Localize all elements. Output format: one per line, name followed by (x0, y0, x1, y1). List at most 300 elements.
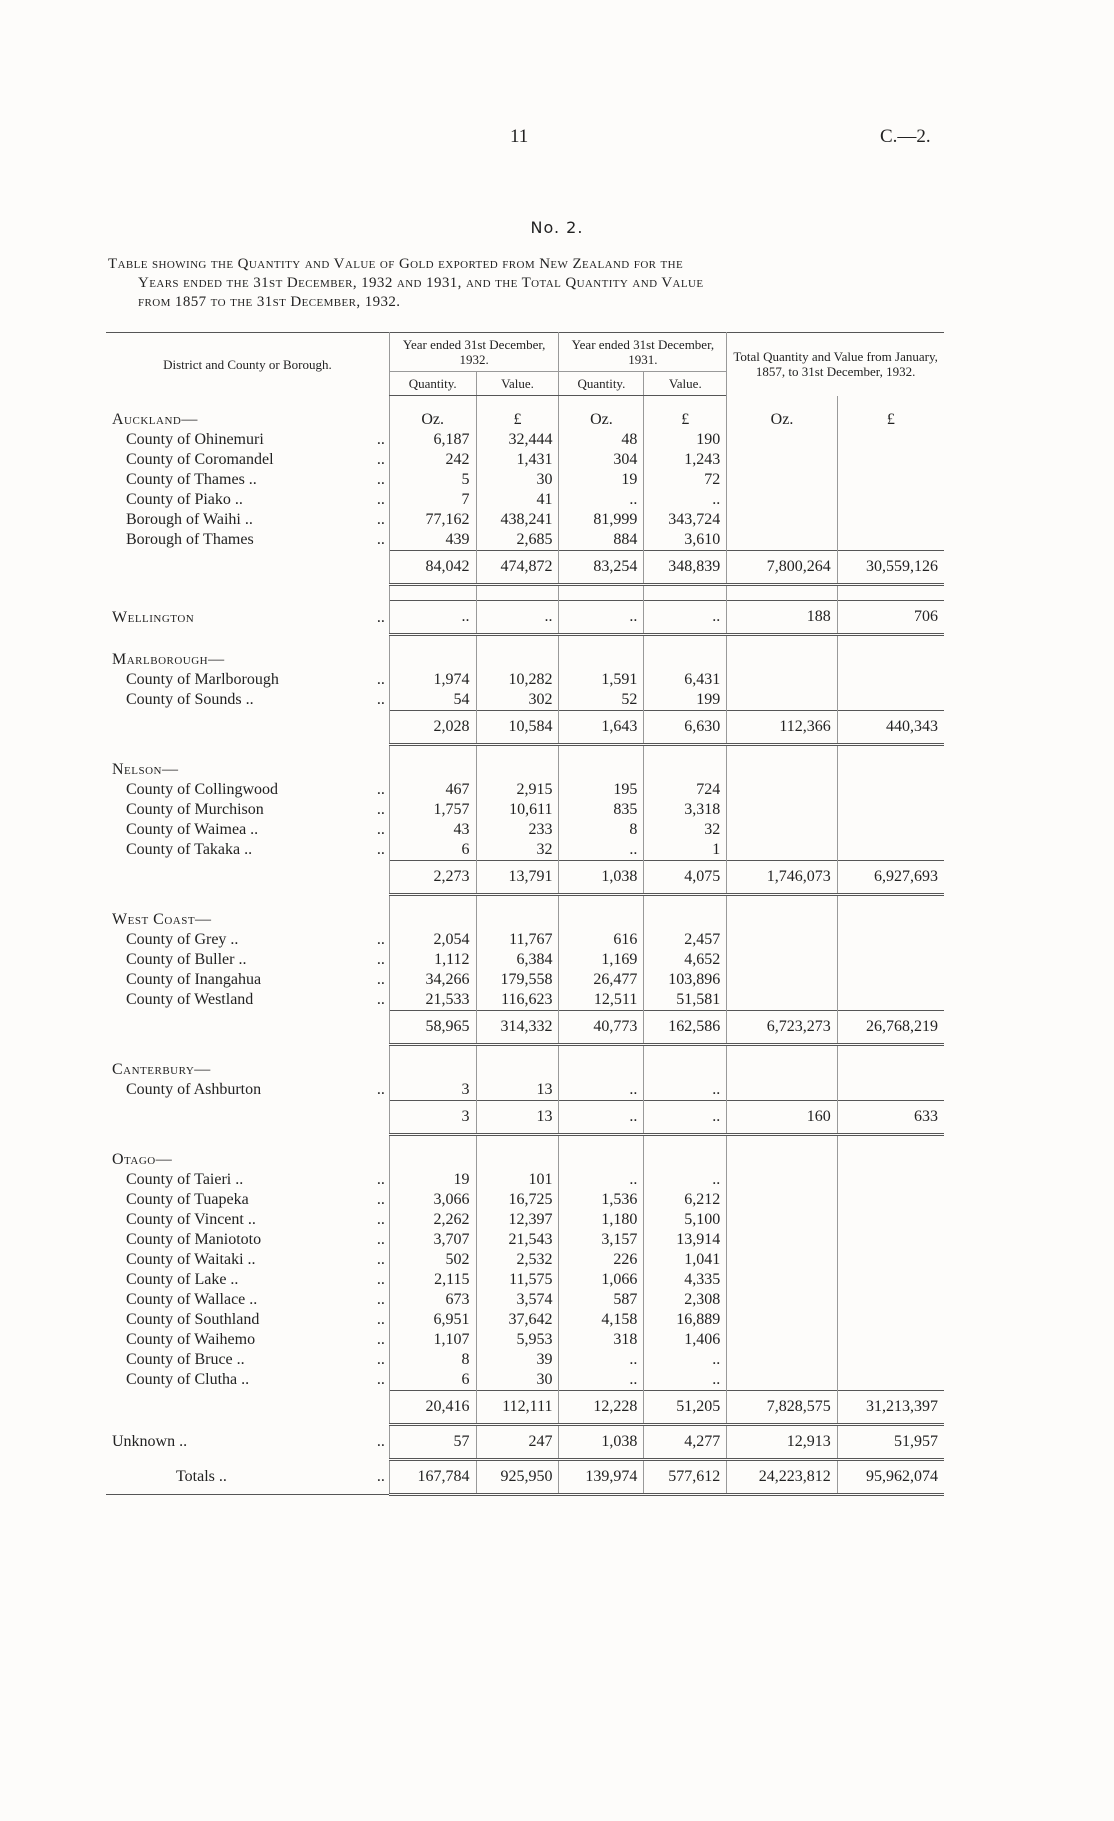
qty-1932: 21,533 (389, 990, 476, 1011)
qty-1931: 318 (559, 1330, 644, 1350)
total-qty: 12,913 (727, 1425, 838, 1460)
table-row (106, 470, 944, 490)
subtotal-row (106, 1391, 944, 1425)
qty-1932: 6,951 (389, 1310, 476, 1330)
table-row (106, 1370, 944, 1391)
value-1932: 233 (476, 820, 559, 840)
unit-label: £ (837, 410, 944, 430)
leader-dots: .. (376, 691, 385, 709)
district-name: County of Westland (126, 991, 254, 1009)
leader-dots: .. (376, 511, 385, 528)
table-row (106, 1170, 944, 1190)
region-header-row (106, 650, 944, 670)
qty-1932: 58,965 (389, 1011, 476, 1045)
leader-dots: .. (376, 1191, 385, 1208)
table-row (106, 820, 944, 840)
value-1931: 4,335 (644, 1270, 727, 1290)
qty-1932: 77,162 (389, 510, 476, 530)
value-1932: 247 (476, 1425, 559, 1460)
district-name: County of Tuapeka (126, 1191, 249, 1208)
qty-1931: .. (559, 1080, 644, 1101)
total-value: 51,957 (837, 1425, 944, 1460)
value-1931: .. (644, 1080, 727, 1101)
district-name: Borough of Waihi .. (126, 511, 253, 528)
qty-1931: 12,228 (559, 1391, 644, 1425)
leader-dots: .. (376, 1433, 385, 1450)
caption-line-1: Table showing the Quantity and Value of Gold exported from New Zealand for the (108, 256, 684, 272)
leader-dots: .. (376, 1081, 385, 1099)
qty-1932: 84,042 (389, 551, 476, 585)
value-1931: 32 (644, 820, 727, 840)
subtotal-row (106, 551, 944, 585)
region-header-row (106, 410, 944, 430)
gold-export-table (106, 332, 944, 1496)
value-1931: 2,308 (644, 1290, 727, 1310)
qty-1932: 2,054 (389, 930, 476, 950)
page-number: 11 (510, 126, 529, 147)
leader-dots: .. (376, 781, 385, 798)
total-header: Total Quantity and Value from January, 1857, to 31st December, 1932. (727, 333, 944, 396)
grand-total-row (106, 1460, 944, 1495)
qty-1932: 6 (389, 840, 476, 861)
value-1932: 112,111 (476, 1391, 559, 1425)
qty-1932: 2,028 (389, 711, 476, 745)
year-1931-header: Year ended 31st December, 1931. (559, 333, 727, 372)
qty-1932: 167,784 (389, 1460, 476, 1495)
total-qty: 188 (727, 601, 838, 635)
region-header-row (106, 760, 944, 780)
value-1931: 103,896 (644, 970, 727, 990)
table-row (106, 1290, 944, 1310)
value-1931: 16,889 (644, 1310, 727, 1330)
value-1932: 474,872 (476, 551, 559, 585)
table-row (106, 1210, 944, 1230)
district-name: County of Lake .. (126, 1271, 239, 1288)
region-name: Otago— (112, 1151, 173, 1168)
region-name: West Coast— (112, 911, 212, 928)
qty-1932: 1,112 (389, 950, 476, 970)
leader-dots: .. (376, 1311, 385, 1328)
total-value: 31,213,397 (837, 1391, 944, 1425)
qty-1932: 673 (389, 1290, 476, 1310)
value-1932: 32 (476, 840, 559, 861)
table-row (106, 1190, 944, 1210)
unit-label: £ (644, 410, 727, 430)
value-1931: 724 (644, 780, 727, 800)
table-caption (108, 255, 938, 312)
value-1931: 577,612 (644, 1460, 727, 1495)
value-1932: 179,558 (476, 970, 559, 990)
value-1932: 13,791 (476, 861, 559, 895)
district-name: County of Grey .. (126, 931, 239, 948)
table-header (106, 333, 944, 396)
district-name: County of Piako .. (126, 491, 243, 508)
table-row (106, 1080, 944, 1101)
qty-1931: 26,477 (559, 970, 644, 990)
qty-1931: 304 (559, 450, 644, 470)
value-1932: 6,384 (476, 950, 559, 970)
leader-dots: .. (376, 1351, 385, 1368)
leader-dots: .. (376, 671, 385, 688)
quantity-1931-header: Quantity. (559, 372, 644, 396)
value-1932: 12,397 (476, 1210, 559, 1230)
value-1931: 199 (644, 690, 727, 711)
value-1932: 37,642 (476, 1310, 559, 1330)
qty-1931: .. (559, 1350, 644, 1370)
value-1931: 6,630 (644, 711, 727, 745)
table-row (106, 990, 944, 1011)
qty-1931: 1,536 (559, 1190, 644, 1210)
value-1932: 13 (476, 1080, 559, 1101)
qty-1931: 1,643 (559, 711, 644, 745)
qty-1931: 1,038 (559, 861, 644, 895)
qty-1932: 8 (389, 1350, 476, 1370)
district-name: County of Taieri .. (126, 1171, 244, 1188)
leader-dots: .. (376, 471, 385, 488)
leader-dots: .. (376, 971, 385, 988)
district-name: County of Marlborough (126, 671, 279, 688)
district-name: County of Waitaki .. (126, 1251, 256, 1268)
qty-1931: 195 (559, 780, 644, 800)
leader-dots: .. (376, 1271, 385, 1288)
qty-1931: 48 (559, 430, 644, 450)
district-name: Borough of Thames (126, 531, 254, 549)
qty-1932: 6,187 (389, 430, 476, 450)
qty-1931: .. (559, 1170, 644, 1190)
district-name: County of Vincent .. (126, 1211, 256, 1228)
leader-dots: .. (376, 1331, 385, 1348)
qty-1931: 587 (559, 1290, 644, 1310)
qty-1931: 884 (559, 530, 644, 551)
qty-1931: .. (559, 840, 644, 861)
value-1931: 6,431 (644, 670, 727, 690)
table-row (106, 1330, 944, 1350)
total-value: 440,343 (837, 711, 944, 745)
value-1931: 1,041 (644, 1250, 727, 1270)
leader-dots: .. (376, 1231, 385, 1248)
value-1931: 343,724 (644, 510, 727, 530)
leader-dots: .. (376, 1211, 385, 1228)
year-1932-header: Year ended 31st December, 1932. (389, 333, 559, 372)
qty-1932: 6 (389, 1370, 476, 1391)
region-name: Marlborough— (112, 651, 225, 668)
qty-1932: 7 (389, 490, 476, 510)
district-name: County of Waihemo (126, 1331, 256, 1348)
total-value: 633 (837, 1101, 944, 1135)
value-1932: 5,953 (476, 1330, 559, 1350)
qty-1932: .. (389, 601, 476, 635)
district-name: County of Collingwood (126, 781, 279, 798)
value-1931: 6,212 (644, 1190, 727, 1210)
value-1932: 116,623 (476, 990, 559, 1011)
qty-1931: 616 (559, 930, 644, 950)
value-1931: .. (644, 1170, 727, 1190)
value-1931: .. (644, 490, 727, 510)
qty-1931: 139,974 (559, 1460, 644, 1495)
value-1932: 2,685 (476, 530, 559, 551)
total-qty: 1,746,073 (727, 861, 838, 895)
qty-1932: 5 (389, 470, 476, 490)
qty-1932: 242 (389, 450, 476, 470)
value-1932: 3,574 (476, 1290, 559, 1310)
value-1932: 41 (476, 490, 559, 510)
value-1931: 2,457 (644, 930, 727, 950)
qty-1932: 1,107 (389, 1330, 476, 1350)
qty-1932: 1,974 (389, 670, 476, 690)
district-name: County of Murchison (126, 801, 264, 818)
table-body (106, 396, 944, 1495)
value-1932: 302 (476, 690, 559, 711)
value-1932: 101 (476, 1170, 559, 1190)
qty-1932: 502 (389, 1250, 476, 1270)
value-1932: 438,241 (476, 510, 559, 530)
value-1932: 39 (476, 1350, 559, 1370)
qty-1932: 2,273 (389, 861, 476, 895)
value-1932: 13 (476, 1101, 559, 1135)
value-1931: 13,914 (644, 1230, 727, 1250)
total-qty: 7,828,575 (727, 1391, 838, 1425)
value-1932: .. (476, 601, 559, 635)
value-1931: .. (644, 1101, 727, 1135)
district-name: County of Bruce .. (126, 1351, 245, 1368)
district-name: County of Coromandel (126, 451, 274, 468)
region-name: Canterbury— (112, 1061, 211, 1078)
table-row (106, 670, 944, 690)
region-name: Wellington (112, 608, 195, 626)
qty-1932: 467 (389, 780, 476, 800)
region-header-row (106, 910, 944, 930)
leader-dots: .. (376, 431, 385, 448)
qty-1932: 2,115 (389, 1270, 476, 1290)
value-1932: 2,915 (476, 780, 559, 800)
region-header-row (106, 1060, 944, 1080)
value-1932: 30 (476, 470, 559, 490)
quantity-1932-header: Quantity. (389, 372, 476, 396)
total-qty: 24,223,812 (727, 1460, 838, 1495)
leader-dots: .. (376, 991, 385, 1009)
table-row (106, 780, 944, 800)
leader-dots: .. (376, 1291, 385, 1308)
value-1931: 5,100 (644, 1210, 727, 1230)
value-1931: 348,839 (644, 551, 727, 585)
leader-dots: .. (376, 608, 385, 626)
qty-1931: 8 (559, 820, 644, 840)
qty-1932: 439 (389, 530, 476, 551)
value-1932: 10,611 (476, 800, 559, 820)
district-name: County of Ohinemuri (126, 431, 264, 448)
total-value: 26,768,219 (837, 1011, 944, 1045)
qty-1932: 3,707 (389, 1230, 476, 1250)
qty-1931: .. (559, 601, 644, 635)
total-value: 95,962,074 (837, 1460, 944, 1495)
district-name: County of Ashburton (126, 1081, 262, 1099)
leader-dots: .. (376, 451, 385, 468)
value-1932-header: Value. (476, 372, 559, 396)
leader-dots: .. (376, 531, 385, 549)
district-name: County of Clutha .. (126, 1371, 250, 1389)
qty-1931: 1,591 (559, 670, 644, 690)
qty-1931: 226 (559, 1250, 644, 1270)
qty-1931: 3,157 (559, 1230, 644, 1250)
qty-1931: 12,511 (559, 990, 644, 1011)
value-1932: 11,575 (476, 1270, 559, 1290)
table-row (106, 490, 944, 510)
qty-1931: 40,773 (559, 1011, 644, 1045)
district-name: County of Waimea .. (126, 821, 259, 838)
table-row (106, 1270, 944, 1290)
district-name: County of Wallace .. (126, 1291, 258, 1308)
unit-label: Oz. (559, 410, 644, 430)
qty-1931: .. (559, 490, 644, 510)
table-row (106, 690, 944, 711)
leader-dots: .. (376, 801, 385, 818)
caption-line-3: from 1857 to the 31st December, 1932. (138, 294, 401, 310)
district-header: District and County or Borough. (163, 356, 332, 372)
district-name: County of Inangahua (126, 971, 262, 988)
leader-dots: .. (376, 951, 385, 968)
value-1931: 3,610 (644, 530, 727, 551)
total-qty: 6,723,273 (727, 1011, 838, 1045)
total-qty: 112,366 (727, 711, 838, 745)
value-1931: .. (644, 1370, 727, 1391)
value-1931: 4,652 (644, 950, 727, 970)
table-row (106, 950, 944, 970)
unit-label: £ (476, 410, 559, 430)
qty-1931: 81,999 (559, 510, 644, 530)
value-1931: 1,406 (644, 1330, 727, 1350)
district-name: County of Sounds .. (126, 691, 254, 709)
table-row (106, 970, 944, 990)
qty-1932: 19 (389, 1170, 476, 1190)
subtotal-row (106, 1011, 944, 1045)
qty-1931: 1,180 (559, 1210, 644, 1230)
value-1931: .. (644, 601, 727, 635)
district-name: County of Southland (126, 1311, 260, 1328)
table-row (106, 1230, 944, 1250)
qty-1932: 3,066 (389, 1190, 476, 1210)
region-header-row (106, 1150, 944, 1170)
qty-1932: 54 (389, 690, 476, 711)
district-name: County of Buller .. (126, 951, 247, 968)
total-qty: 7,800,264 (727, 551, 838, 585)
table-row (106, 530, 944, 551)
qty-1931: 19 (559, 470, 644, 490)
qty-1931: 1,066 (559, 1270, 644, 1290)
table-row (106, 1350, 944, 1370)
leader-dots: .. (376, 821, 385, 838)
value-1931: 4,277 (644, 1425, 727, 1460)
value-1932: 21,543 (476, 1230, 559, 1250)
subtotal-row (106, 1101, 944, 1135)
leader-dots: .. (376, 931, 385, 948)
region-name: Nelson— (112, 761, 179, 778)
value-1931: 51,205 (644, 1391, 727, 1425)
total-qty: 160 (727, 1101, 838, 1135)
value-1932: 10,282 (476, 670, 559, 690)
value-1931: 4,075 (644, 861, 727, 895)
district-name: County of Takaka .. (126, 841, 253, 859)
table-row (106, 800, 944, 820)
value-1931: 1 (644, 840, 727, 861)
row-label: Unknown .. (112, 1433, 188, 1450)
table-row (106, 510, 944, 530)
table-row (106, 1250, 944, 1270)
subtotal-row (106, 861, 944, 895)
region-name: Auckland— (112, 411, 198, 428)
value-1931: 51,581 (644, 990, 727, 1011)
value-1931: 190 (644, 430, 727, 450)
qty-1932: 34,266 (389, 970, 476, 990)
qty-1932: 1,757 (389, 800, 476, 820)
table-number: No. 2. (530, 218, 584, 237)
value-1932: 16,725 (476, 1190, 559, 1210)
qty-1932: 57 (389, 1425, 476, 1460)
document-code: C.—2. (880, 126, 931, 147)
qty-1932: 3 (389, 1080, 476, 1101)
region-total-row (106, 601, 944, 635)
unit-label: Oz. (389, 410, 476, 430)
total-value: 6,927,693 (837, 861, 944, 895)
value-1931: 1,243 (644, 450, 727, 470)
table-row (106, 840, 944, 861)
subtotal-row (106, 711, 944, 745)
value-1932: 2,532 (476, 1250, 559, 1270)
qty-1932: 43 (389, 820, 476, 840)
value-1932: 30 (476, 1370, 559, 1391)
value-1931: 3,318 (644, 800, 727, 820)
qty-1931: 83,254 (559, 551, 644, 585)
qty-1931: 1,169 (559, 950, 644, 970)
qty-1931: 4,158 (559, 1310, 644, 1330)
qty-1931: .. (559, 1101, 644, 1135)
qty-1932: 3 (389, 1101, 476, 1135)
table-row (106, 1310, 944, 1330)
table-row (106, 430, 944, 450)
value-1932: 11,767 (476, 930, 559, 950)
qty-1931: 1,038 (559, 1425, 644, 1460)
qty-1932: 2,262 (389, 1210, 476, 1230)
value-1932: 1,431 (476, 450, 559, 470)
table-row (106, 450, 944, 470)
qty-1931: 835 (559, 800, 644, 820)
caption-line-2: Years ended the 31st December, 1932 and 1931, and the Total Quantity and Value (138, 275, 704, 291)
table-row (106, 930, 944, 950)
leader-dots: .. (376, 1171, 385, 1188)
unknown-row (106, 1425, 944, 1460)
value-1932: 32,444 (476, 430, 559, 450)
value-1931: 162,586 (644, 1011, 727, 1045)
leader-dots: .. (376, 841, 385, 859)
value-1932: 10,584 (476, 711, 559, 745)
unit-label: Oz. (727, 410, 838, 430)
value-1931-header: Value. (644, 372, 727, 396)
leader-dots: .. (376, 491, 385, 508)
total-value: 30,559,126 (837, 551, 944, 585)
row-label: Totals .. (176, 1467, 227, 1485)
district-name: County of Thames .. (126, 471, 257, 488)
value-1932: 925,950 (476, 1460, 559, 1495)
qty-1932: 20,416 (389, 1391, 476, 1425)
leader-dots: .. (376, 1251, 385, 1268)
value-1931: 72 (644, 470, 727, 490)
district-name: County of Maniototo (126, 1231, 262, 1248)
value-1932: 314,332 (476, 1011, 559, 1045)
qty-1931: .. (559, 1370, 644, 1391)
value-1931: .. (644, 1350, 727, 1370)
leader-dots: .. (376, 1371, 385, 1389)
total-value: 706 (837, 601, 944, 635)
qty-1931: 52 (559, 690, 644, 711)
